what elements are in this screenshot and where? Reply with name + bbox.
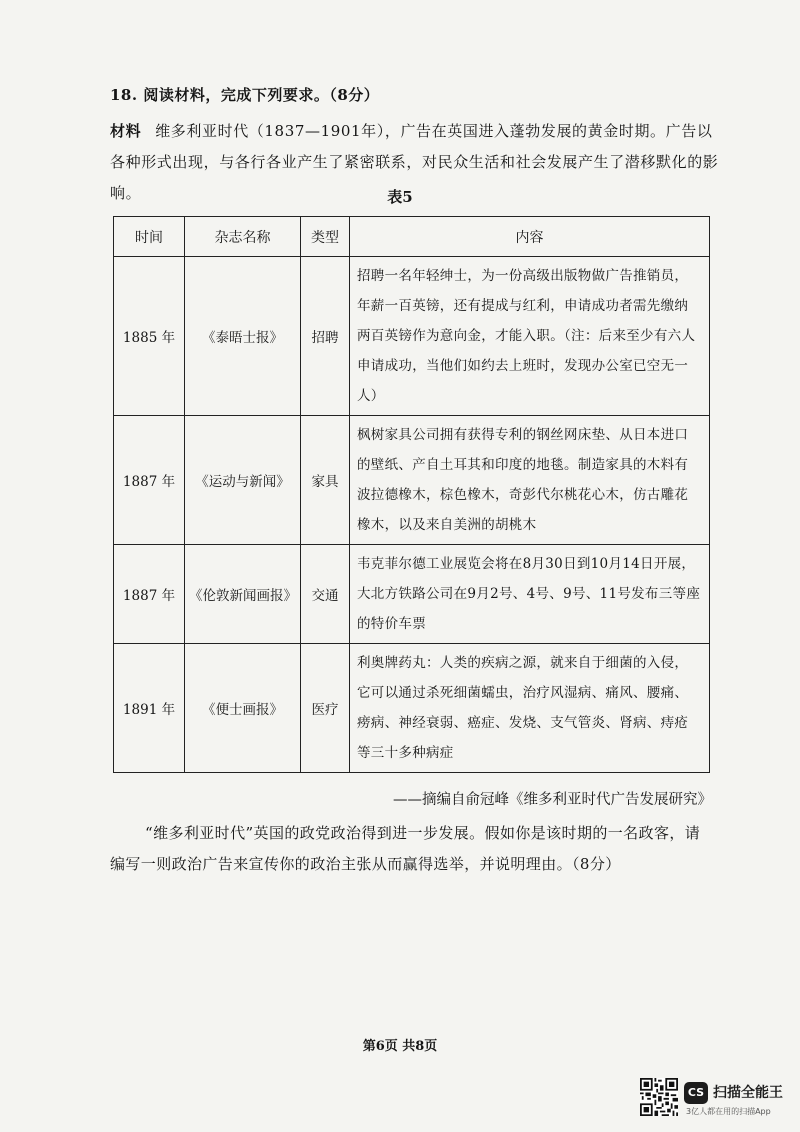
- cell-time: 1887 年: [114, 545, 185, 644]
- cell-type: 交通: [301, 545, 350, 644]
- cell-type: 招聘: [301, 257, 350, 416]
- cell-magazine: 《泰晤士报》: [185, 257, 301, 416]
- material-text: 维多利亚时代（1837—1901年），广告在英国进入蓬勃发展的黄金时期。广告以各种形式出现，与各行各业产生了紧密联系，对民众生活和社会发展产生了潜移默化的影响。: [110, 122, 719, 202]
- source-citation: ——摘编自俞冠峰《维多利亚时代广告发展研究》: [393, 792, 712, 808]
- cell-content: 招聘一名年轻绅士，为一份高级出版物做广告推销员，年薪一百英镑，还有提成与红利，申请成功者需先缴纳两百英镑作为意向金，才能入职。（注：后来至少有六人申请成功，当他们如约去上班时，发现办公室已空无一人）: [350, 257, 710, 416]
- cell-content: 利奥牌药丸：人类的疾病之源，就来自于细菌的入侵，它可以通过杀死细菌蠕虫，治疗风湿病、痛风、腰痛、痨病、神经衰弱、癌症、发烧、支气管炎、肾病、痔疮等三十多种病症: [350, 644, 710, 773]
- cell-type: 家具: [301, 416, 350, 545]
- header-magazine: 杂志名称: [185, 217, 301, 257]
- cs-logo-icon: CS: [684, 1082, 708, 1104]
- advertisement-table: [113, 216, 710, 773]
- cell-time: 1885 年: [114, 257, 185, 416]
- question-prompt: “维多利亚时代”英国的政党政治得到进一步发展。假如你是该时期的一名政客，请编写一则政治广告来宣传你的政治主张从而赢得选举，并说明理由。（8分）: [110, 824, 701, 873]
- cell-magazine: 《伦敦新闻画报》: [185, 545, 301, 644]
- table-row: [114, 257, 710, 416]
- question-header: 18. 阅读材料，完成下列要求。（8分）: [110, 86, 380, 104]
- cell-content: 韦克菲尔德工业展览会将在8月30日到10月14日开展，大北方铁路公司在9月2号、4号、9号、11号发布三等座的特价车票: [350, 545, 710, 644]
- header-time: 时间: [114, 217, 185, 257]
- table-header-row: [114, 217, 710, 257]
- cell-time: 1887 年: [114, 416, 185, 545]
- cell-magazine: 《便士画报》: [185, 644, 301, 773]
- table-caption: 表5: [387, 188, 413, 206]
- app-name: 扫描全能王: [713, 1085, 783, 1101]
- table-row: [114, 545, 710, 644]
- header-type: 类型: [301, 217, 350, 257]
- app-slogan: 3亿人都在用的扫描App: [686, 1107, 771, 1116]
- material-label: 材料: [110, 122, 142, 140]
- cell-type: 医疗: [301, 644, 350, 773]
- cell-time: 1891 年: [114, 644, 185, 773]
- header-content: 内容: [350, 217, 710, 257]
- cell-magazine: 《运动与新闻》: [185, 416, 301, 545]
- table-row: [114, 644, 710, 773]
- table-row: [114, 416, 710, 545]
- scanner-watermark: [640, 1078, 790, 1124]
- page-number: 第6页 共8页: [362, 1039, 438, 1054]
- qr-code-icon: [640, 1078, 678, 1116]
- cell-content: 枫树家具公司拥有获得专利的钢丝网床垫、从日本进口的壁纸、产自土耳其和印度的地毯。制造家具的木料有波拉德橡木，棕色橡木，奇彭代尔桃花心木，仿古雕花橡木，以及来自美洲的胡桃木: [350, 416, 710, 545]
